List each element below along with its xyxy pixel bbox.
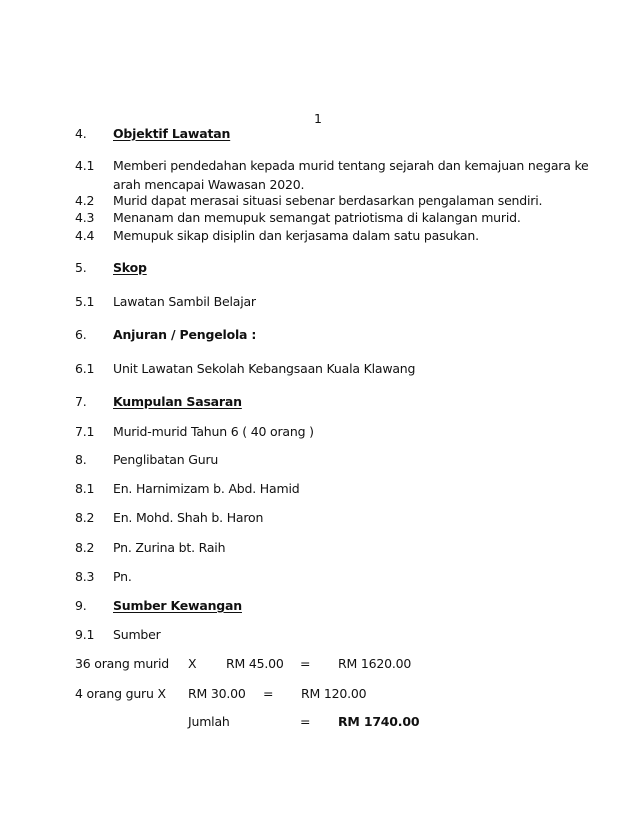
item-5-1-number: 5.1: [75, 294, 95, 309]
calc-row2-total: RM 120.00: [301, 686, 367, 701]
item-8-2-number: 8.2: [75, 510, 95, 525]
item-8-1-text: En. Harnimizam b. Abd. Hamid: [113, 481, 300, 496]
item-4-2-number: 4.2: [75, 193, 95, 208]
section-4-heading: Objektif Lawatan: [113, 126, 231, 141]
item-4-3-number: 4.3: [75, 210, 95, 225]
section-6-number: 6.: [75, 327, 87, 342]
section-9-heading: Sumber Kewangan: [113, 598, 242, 613]
item-9-1-number: 9.1: [75, 627, 95, 642]
calc-row2-label: 4 orang guru X: [75, 686, 166, 701]
item-8-2-text: En. Mohd. Shah b. Haron: [113, 510, 264, 525]
section-9-number: 9.: [75, 598, 87, 613]
section-5-heading: Skop: [113, 260, 147, 275]
section-7-heading: Kumpulan Sasaran: [113, 394, 242, 409]
calc-row1-unit-price: RM 45.00: [226, 656, 284, 671]
calc-row1-operator: X: [188, 656, 197, 671]
item-5-1-text: Lawatan Sambil Belajar: [113, 294, 256, 309]
section-6-heading: Anjuran / Pengelola :: [113, 327, 257, 342]
section-5-number: 5.: [75, 260, 87, 275]
calc-grand-total: RM 1740.00: [338, 714, 420, 729]
item-7-1-number: 7.1: [75, 424, 95, 439]
item-4-1-text: Memberi pendedahan kepada murid tentang sejarah dan kemajuan negara ke: [113, 158, 589, 173]
section-8-number: 8.: [75, 452, 87, 467]
calc-row2-unit-price: RM 30.00: [188, 686, 246, 701]
section-8-heading: Penglibatan Guru: [113, 452, 219, 467]
item-8-2b-number: 8.2: [75, 540, 95, 555]
item-4-1-text-continued: arah mencapai Wawasan 2020.: [113, 177, 305, 192]
calc-row1-equals: =: [300, 656, 311, 671]
item-9-1-text: Sumber: [113, 627, 161, 642]
section-7-number: 7.: [75, 394, 87, 409]
item-6-1-number: 6.1: [75, 361, 95, 376]
item-4-4-number: 4.4: [75, 228, 95, 243]
item-4-2-text: Murid dapat merasai situasi sebenar berdasarkan pengalaman sendiri.: [113, 193, 543, 208]
item-4-4-text: Memupuk sikap disiplin dan kerjasama dalam satu pasukan.: [113, 228, 479, 243]
section-4-number: 4.: [75, 126, 87, 141]
calc-row1-label: 36 orang murid: [75, 656, 170, 671]
item-8-3-text: Pn.: [113, 569, 132, 584]
item-8-3-number: 8.3: [75, 569, 95, 584]
item-4-1-number: 4.1: [75, 158, 95, 173]
item-4-3-text: Menanam dan memupuk semangat patriotisma di kalangan murid.: [113, 210, 521, 225]
item-8-1-number: 8.1: [75, 481, 95, 496]
calc-total-label: Jumlah: [188, 714, 230, 729]
page-number: 1: [314, 111, 322, 126]
calc-total-equals: =: [300, 714, 311, 729]
calc-row1-total: RM 1620.00: [338, 656, 412, 671]
item-8-2b-text: Pn. Zurina bt. Raih: [113, 540, 226, 555]
calc-row2-equals: =: [263, 686, 274, 701]
item-7-1-text: Murid-murid Tahun 6 ( 40 orang ): [113, 424, 314, 439]
item-6-1-text: Unit Lawatan Sekolah Kebangsaan Kuala Klawang: [113, 361, 416, 376]
